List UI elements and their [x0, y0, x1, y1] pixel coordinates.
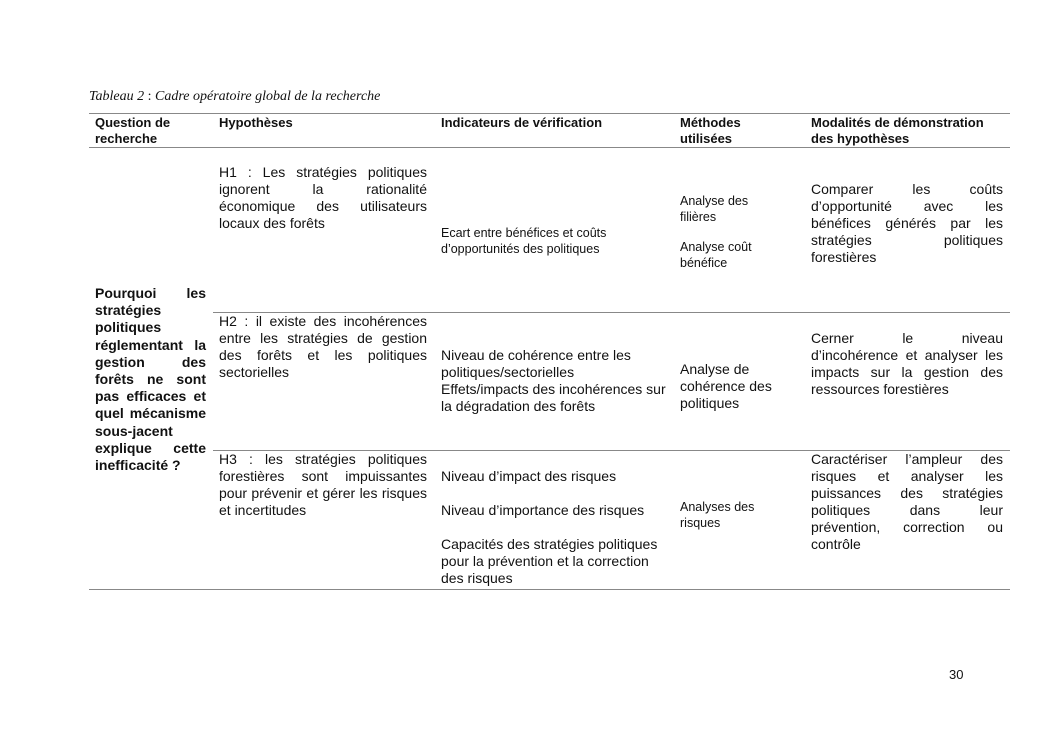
- method-h3-risques: Analyses des risques: [680, 500, 755, 530]
- modality-h2: Cerner le niveau d’incohérence et analyser les impacts sur la gestion des ressources forestières: [811, 330, 1003, 397]
- caption-separator: :: [144, 89, 155, 104]
- indicators-h2: [441, 347, 671, 415]
- caption-label: Tableau 2: [89, 89, 145, 104]
- method-h1-filieres: Analyse des filières: [680, 194, 749, 224]
- caption-text: Cadre opératoire global de la recherche: [155, 89, 381, 104]
- research-question: Pourquoi les stratégies politiques réglementant la gestion des forêts ne sont pas efficaces et quel mécanisme sous-jacent explique cette inefficacité ?: [95, 285, 206, 474]
- indicator-h1: [441, 225, 671, 257]
- indicator-h1-item: Ecart entre bénéfices et coûts d’opportunités des politiques: [441, 226, 607, 256]
- modality-h1: Comparer les coûts d’opportunité avec les bénéfices générés par les stratégies politiques forestières: [811, 181, 1003, 265]
- table-caption: [89, 89, 380, 105]
- hypothesis-h2: H2 : il existe des incohérences entre les stratégies de gestion des forêts et les politiques sectorielles: [219, 313, 427, 380]
- header-hypotheses: Hypothèses: [219, 115, 293, 130]
- methods-h2: [680, 361, 790, 412]
- indicators-h3: [441, 468, 671, 587]
- header-question: Question de recherche: [95, 115, 171, 146]
- indicator-h3-importance: Niveau d’importance des risques: [441, 502, 645, 518]
- indicator-h3-capacites: Capacités des stratégies politiques pour la prévention et la correction des risques: [441, 536, 658, 586]
- hypothesis-h3: H3 : les stratégies politiques forestières sont impuissantes pour prévenir et gérer les risques et incertitudes: [219, 451, 427, 518]
- header-modalites: Modalités de démonstration des hypothèses: [811, 115, 984, 146]
- modality-h3: Caractériser l’ampleur des risques et analyser les puissances des stratégies politiques dans leur prévention, correction ou contrôle: [811, 451, 1003, 552]
- header-bottom-rule: [89, 147, 1010, 148]
- indicator-h2-effets: Effets/impacts des incohérences sur la dégradation des forêts: [441, 381, 666, 414]
- header-methodes: Méthodes utilisées: [680, 115, 741, 146]
- method-h1-cout-benefice: Analyse coût bénéfice: [680, 240, 752, 270]
- indicator-h2-coherence: Niveau de cohérence entre les politiques/sectorielles: [441, 347, 631, 380]
- header-indicateurs: Indicateurs de vérification: [441, 115, 603, 130]
- table-top-rule: [89, 113, 1010, 114]
- methods-h1: [680, 193, 780, 271]
- method-h2-coherence: Analyse de cohérence des politiques: [680, 361, 772, 411]
- table-bottom-rule: [89, 589, 1010, 590]
- hypothesis-h1: H1 : Les stratégies politiques ignorent la rationalité économique des utilisateurs locaux des forêts: [219, 164, 427, 231]
- methods-h3: [680, 499, 780, 531]
- indicator-h3-impact: Niveau d’impact des risques: [441, 468, 617, 484]
- page-number: 30: [949, 667, 964, 682]
